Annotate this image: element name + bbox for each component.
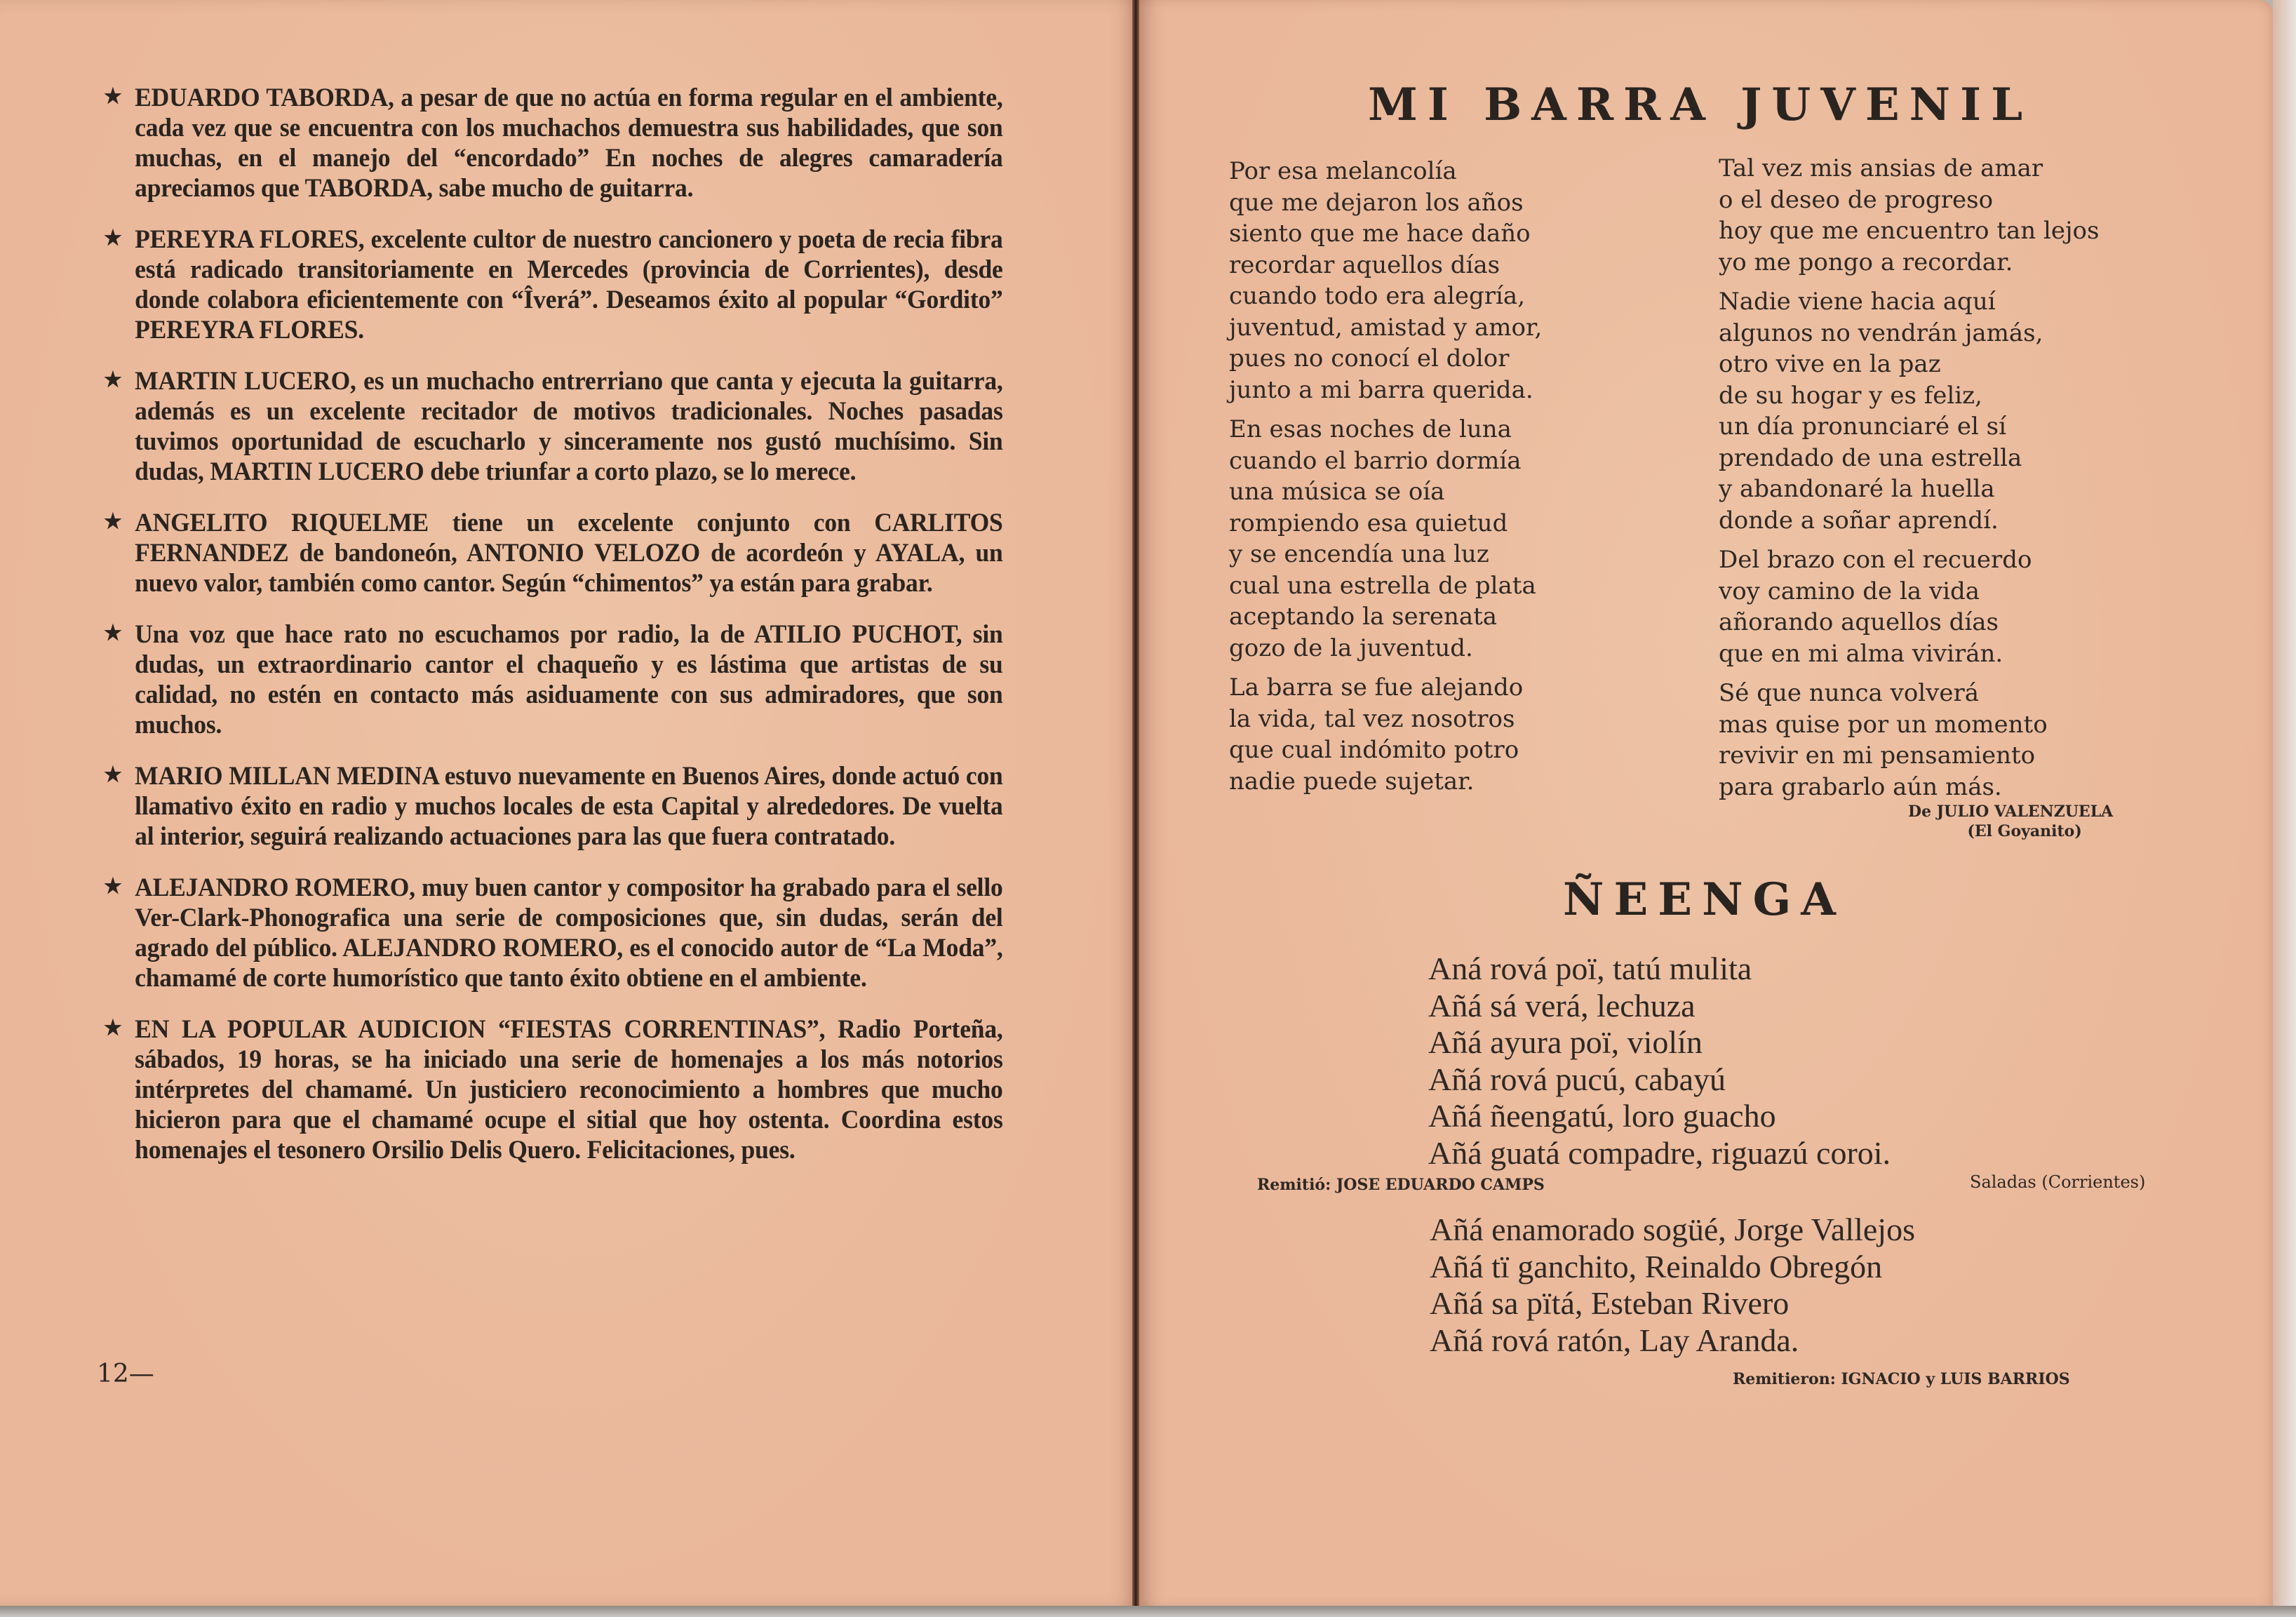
verse-line: y se encendía una luz xyxy=(1229,540,1489,568)
neenga-remitio: Remitió: JOSE EDUARDO CAMPS xyxy=(1257,1176,1545,1194)
star-bullet-icon: ★ xyxy=(104,85,122,108)
poem-title-neenga: ÑEENGA xyxy=(1563,873,1846,926)
stanza xyxy=(1719,678,2099,803)
verse-line: prendado de una estrella xyxy=(1719,443,2022,472)
news-item xyxy=(104,873,1003,993)
verse-line: Tal vez mis ansias de amar xyxy=(1719,154,2043,182)
news-item-lead: EN LA POPULAR AUDICION “FIESTAS CORRENTINAS”, xyxy=(135,1015,826,1044)
verse-line: algunos no vendrán jamás, xyxy=(1719,318,2043,347)
verse-line: pues no conocí el dolor xyxy=(1229,344,1510,373)
star-bullet-icon: ★ xyxy=(104,1017,122,1040)
verse-line: añorando aquellos días xyxy=(1719,608,1999,636)
verse-line: que cual indómito potro xyxy=(1229,736,1519,764)
news-item-lead: MARIO MILLAN MEDINA xyxy=(135,762,438,791)
star-bullet-icon: ★ xyxy=(104,875,122,898)
star-bullet-icon: ★ xyxy=(104,510,122,533)
verse-line: Añá rová ratón, Lay Aranda. xyxy=(1430,1322,1799,1358)
verse-line: nadie puede sujetar. xyxy=(1229,767,1475,796)
news-item xyxy=(104,761,1003,852)
stanza xyxy=(1719,153,2099,278)
verse-line: siento que me hace daño xyxy=(1229,220,1531,248)
verse-line: que en mi alma vivirán. xyxy=(1719,639,2003,668)
stanza xyxy=(1229,156,1542,405)
stanza xyxy=(1719,286,2099,536)
news-item xyxy=(104,1014,1003,1165)
verse-line: Añá rová pucú, cabayú xyxy=(1428,1061,1726,1097)
news-item-lead: MARTIN LUCERO, xyxy=(135,367,356,396)
poem1-column-2 xyxy=(1719,153,2099,811)
verse-line: Añá sa pïtá, Esteban Rivero xyxy=(1430,1285,1790,1321)
verse-line: la vida, tal vez nosotros xyxy=(1229,704,1515,733)
news-item-text: muy buen cantor y compositor ha grabado para el sello Ver-Clark-Phonografica una serie de composiciones que, sin dudas, serán del agrado del público. ALEJANDRO ROMERO, es el conocido autor de “La Moda”, chamamé de corte humorístico que tanto éxito obtiene en el ambiente. xyxy=(135,873,1003,993)
poem1-credit xyxy=(1908,802,2113,841)
verse-line: de su hogar y es feliz, xyxy=(1719,381,1982,410)
verse-line: juventud, amistad y amor, xyxy=(1229,313,1543,342)
news-item xyxy=(104,619,1003,740)
stanza xyxy=(1229,414,1542,664)
bottom-edge xyxy=(0,1606,2296,1617)
news-item-text: tiene un excelente conjunto con CARLITOS FERNANDEZ de bandoneón, ANTONIO VELOZO de acordeón y AYALA, un nuevo valor, también como cantor. Según “chimentos” ya están para grabar. xyxy=(135,509,1003,598)
verse-line: En esas noches de luna xyxy=(1229,415,1512,443)
news-item-text: excelente cultor de nuestro cancionero y poeta de recia fibra está radicado transitoriamente en Mercedes (provincia de Corrientes), desde donde colabora eficientemente con “Îverá”. Deseamos éxito al popular “Gordito” PEREYRA FLORES. xyxy=(135,225,1003,344)
neenga-part-1 xyxy=(1428,951,1891,1172)
star-bullet-icon: ★ xyxy=(104,368,122,391)
verse-line: cual una estrella de plata xyxy=(1229,571,1536,600)
star-bullet-icon: ★ xyxy=(104,763,122,786)
poem1-column-1 xyxy=(1229,156,1542,805)
verse-line: un día pronunciaré el sí xyxy=(1719,412,2006,441)
verse-line: rompiendo esa quietud xyxy=(1229,509,1508,537)
verse-line: Añá ñeengatú, loro guacho xyxy=(1428,1098,1776,1134)
verse-line: hoy que me encuentro tan lejos xyxy=(1719,217,2100,245)
news-item-lead: ALEJANDRO ROMERO, xyxy=(135,873,415,902)
news-item-lead: EDUARDO TABORDA, xyxy=(135,83,394,112)
verse-line: La barra se fue alejando xyxy=(1229,673,1524,702)
background-edge xyxy=(2273,0,2296,1617)
verse-line: voy camino de la vida xyxy=(1719,577,1980,605)
stanza xyxy=(1229,672,1542,797)
verse-line: yo me pongo a recordar. xyxy=(1719,248,2013,276)
news-item-text: Radio Porteña, sábados, 19 horas, se ha iniciado una serie de homenajes a los más notorios intérpretes del chamamé. Un justiciero reconocimiento a hombres que mucho hicieron para que el chamamé ocupe el sitial que hoy ostenta. Coordina estos homenajes el tesonero Orsilio Delis Quero. Felicitaciones, pues. xyxy=(135,1015,1003,1165)
verse-line: Añá guatá compadre, riguazú coroi. xyxy=(1428,1134,1891,1171)
verse-line: donde a soñar aprendí. xyxy=(1719,506,1999,535)
verse-line: Añá tï ganchito, Reinaldo Obregón xyxy=(1430,1248,1883,1284)
verse-line: revivir en mi pensamiento xyxy=(1719,742,2036,770)
verse-line: Sé que nunca volverá xyxy=(1719,679,1980,707)
verse-line: Añá ayura poï, violín xyxy=(1428,1024,1703,1060)
verse-line: cuando el barrio dormía xyxy=(1229,446,1522,475)
verse-line: gozo de la juventud. xyxy=(1229,633,1473,662)
news-item xyxy=(104,224,1003,345)
neenga-part-2 xyxy=(1430,1212,1915,1359)
news-item-text: es un muchacho entrerriano que canta y ejecuta la guitarra, además es un excelente recitador de motivos tradicionales. Noches pasadas tuvimos oportunidad de escucharlo y sinceramente nos gustó muchísimo. Sin dudas, MARTIN LUCERO debe triunfar a corto plazo, se lo merece. xyxy=(135,367,1003,486)
news-item-text: a pesar de que no actúa en forma regular en el ambiente, cada vez que se encuentra con los muchachos demuestra sus habilidades, que son muchas, en el manejo del “encordado” En noches de alegres camaradería apreciamos que TABORDA, sabe mucho de guitarra. xyxy=(135,83,1003,203)
verse-line: para grabarlo aún más. xyxy=(1719,772,2002,801)
verse-line: otro vive en la paz xyxy=(1719,350,1941,378)
verse-line: recordar aquellos días xyxy=(1229,250,1501,279)
page-number: 12— xyxy=(97,1360,154,1388)
verse-line: Nadie viene hacia aquí xyxy=(1719,288,1996,316)
neenga-origin: Saladas (Corrientes) xyxy=(1970,1172,2146,1192)
verse-line: Añá enamorado sogüé, Jorge Vallejos xyxy=(1430,1212,1915,1247)
news-item xyxy=(104,508,1003,598)
verse-line: una música se oía xyxy=(1229,478,1445,506)
star-bullet-icon: ★ xyxy=(104,622,122,645)
news-item-lead: PEREYRA FLORES, xyxy=(135,225,365,254)
star-bullet-icon: ★ xyxy=(104,227,122,250)
poem-title-mi-barra-juvenil: MI BARRA JUVENIL xyxy=(1368,79,2033,131)
verse-line: junto a mi barra querida. xyxy=(1229,375,1533,404)
verse-line: aceptando la serenata xyxy=(1229,603,1498,631)
news-column xyxy=(104,83,1040,1186)
news-item-text: Una voz que hace rato no escuchamos por radio, la de ATILIO PUCHOT, sin dudas, un extraordinario cantor el chaqueño y es lástima que artistas de su calidad, no estén en contacto más asiduamente con sus admiradores, que son muchos. xyxy=(135,620,1003,739)
credit-author: De JULIO VALENZUELA xyxy=(1908,803,2114,821)
verse-line: Añá sá verá, lechuza xyxy=(1428,987,1696,1024)
news-item-lead: ANGELITO RIQUELME xyxy=(135,509,429,537)
verse-line: y abandonaré la huella xyxy=(1719,475,1995,503)
stanza xyxy=(1719,544,2099,669)
news-item-text: estuvo nuevamente en Buenos Aires, donde actuó con llamativo éxito en radio y muchos locales de esta Capital y alrededores. De vuelta al interior, seguirá realizando actuaciones para las que fuera contratado. xyxy=(135,762,1003,851)
verse-line: que me dejaron los años xyxy=(1229,188,1524,217)
verse-line: Por esa melancolía xyxy=(1229,157,1457,185)
verse-line: Del brazo con el recuerdo xyxy=(1719,546,2032,574)
neenga-remitieron: Remitieron: IGNACIO y LUIS BARRIOS xyxy=(1733,1370,2070,1388)
news-item xyxy=(104,83,1003,203)
book-spine xyxy=(1132,0,1139,1610)
left-page xyxy=(0,0,1135,1606)
verse-line: o el deseo de progreso xyxy=(1719,185,1994,214)
verse-line: cuando todo era alegría, xyxy=(1229,282,1526,310)
verse-line: mas quise por un momento xyxy=(1719,710,2048,739)
credit-nickname: (El Goyanito) xyxy=(1967,822,2082,840)
news-item xyxy=(104,366,1003,487)
verse-line: Aná rová poï, tatú mulita xyxy=(1428,951,1752,986)
